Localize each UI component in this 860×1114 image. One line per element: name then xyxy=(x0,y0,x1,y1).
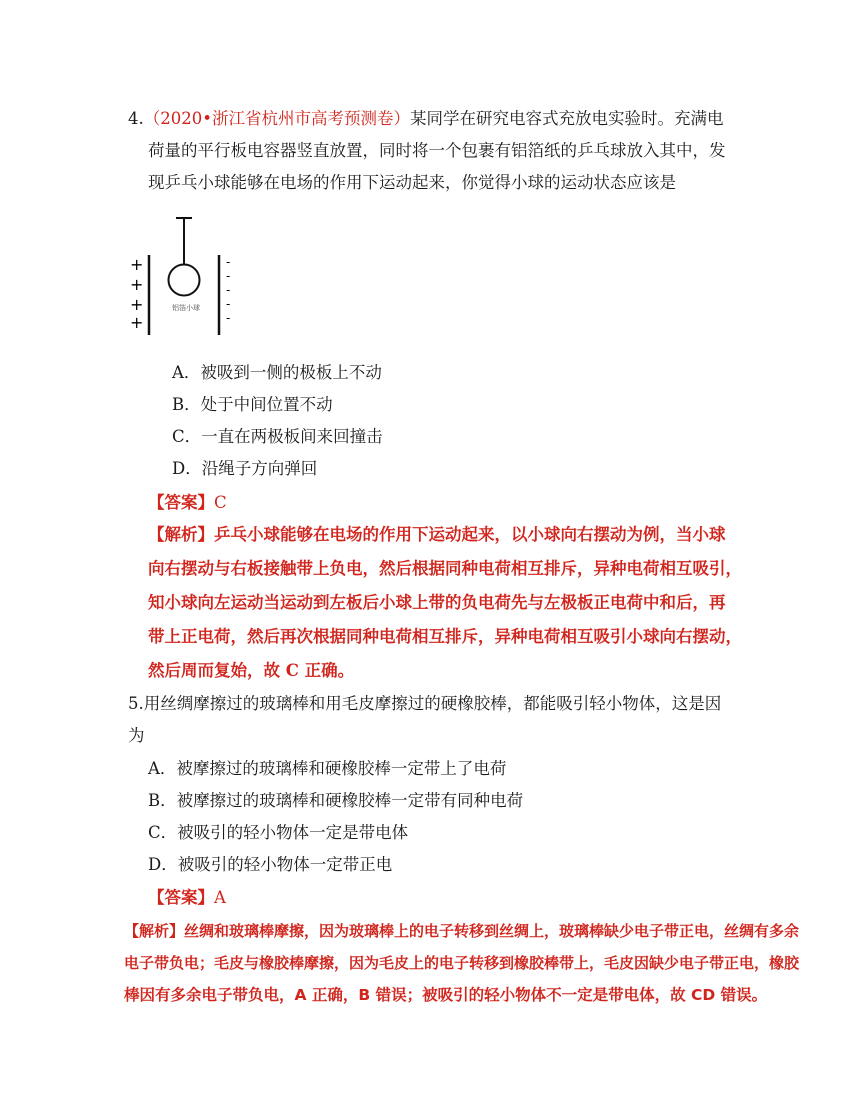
question-5-stem-1: 用丝绸摩擦过的玻璃棒和用毛皮摩擦过的硬橡胶棒，都能吸引轻小物体，这是因 xyxy=(143,694,722,713)
question-4-option-c: C．一直在两极板间来回撞击 xyxy=(172,427,383,446)
question-4-analysis-text-1: 乒乓小球能够在电场的作用下运动起来，以小球向右摆动为例，当小球 xyxy=(214,525,726,544)
question-5-answer-tag: 【答案】 xyxy=(148,888,214,907)
question-4-number: 4. xyxy=(128,109,144,128)
question-5-answer xyxy=(148,887,226,909)
question-5-number: 5. xyxy=(128,694,144,713)
question-4-option-a: A．被吸到一侧的极板上不动 xyxy=(172,363,382,382)
question-4-option-d: D．沿绳子方向弹回 xyxy=(172,459,318,478)
question-5-answer-value: A xyxy=(214,888,226,907)
question-4-analysis-5: 然后周而复始，故 C 正确。 xyxy=(148,661,355,680)
question-4-analysis-4: 带上正电荷，然后再次根据同种电荷相互排斥，异种电荷相互吸引小球向右摆动， xyxy=(148,627,742,646)
foil-ball-label: 铝箔小球 xyxy=(172,304,200,312)
question-5-line-1 xyxy=(128,693,721,715)
question-5-analysis-3: 棒因有多余电子带负电，A 正确，B 错误；被吸引的轻小物体不一定是带电体，故 CD 错误。 xyxy=(124,986,768,1004)
question-5-analysis-tag: 【解析】 xyxy=(124,922,185,940)
question-5-option-b: B．被摩擦过的玻璃棒和硬橡胶棒一定带有同种电荷 xyxy=(148,791,524,810)
question-4-answer-value: C xyxy=(214,493,227,512)
question-5-stem-2: 为 xyxy=(128,726,145,745)
capacitor-diagram-svg xyxy=(120,210,260,345)
minus-sign-5: - xyxy=(226,311,231,325)
minus-sign-2: - xyxy=(226,269,231,283)
question-5-option-d: D．被吸引的轻小物体一定带正电 xyxy=(148,855,393,874)
question-4-stem-1: 某同学在研究电容式充放电实验时。充满电 xyxy=(409,109,724,128)
question-5-analysis-2: 电子带负电；毛皮与橡胶棒摩擦，因为毛皮上的电子转移到橡胶棒带上，毛皮因缺少电子带正电，橡胶 xyxy=(124,954,800,972)
question-4-answer-tag: 【答案】 xyxy=(148,493,214,512)
question-4-source: （2020•浙江省杭州市高考预测卷） xyxy=(143,109,410,128)
plus-sign-4: + xyxy=(130,313,144,332)
minus-sign-1: - xyxy=(226,255,231,269)
question-4-analysis-2: 向右摆动与右板接触带上负电，然后根据同种电荷相互排斥，异种电荷相互吸引， xyxy=(148,559,742,578)
question-5-option-c: C．被吸引的轻小物体一定是带电体 xyxy=(148,823,409,842)
question-4-answer xyxy=(148,492,227,514)
foil-ball xyxy=(169,265,200,296)
question-4-analysis-tag: 【解析】 xyxy=(148,525,214,544)
capacitor-diagram xyxy=(120,210,260,345)
minus-sign-4: - xyxy=(226,297,231,311)
question-4-option-b: B．处于中间位置不动 xyxy=(172,395,333,414)
minus-sign-3: - xyxy=(226,283,231,297)
question-5-analysis-1 xyxy=(124,920,799,942)
plus-sign-3: + xyxy=(130,295,144,314)
plus-sign-1: + xyxy=(130,255,144,274)
question-5-option-a: A．被摩擦过的玻璃棒和硬橡胶棒一定带上了电荷 xyxy=(148,759,507,778)
question-4-analysis-3: 知小球向左运动当运动到左板后小球上带的负电荷先与左极板正电荷中和后，再 xyxy=(148,593,726,612)
plus-sign-2: + xyxy=(130,275,144,294)
question-4-stem-2: 荷量的平行板电容器竖直放置，同时将一个包裹有铝箔纸的乒乓球放入其中，发 xyxy=(148,141,726,160)
question-4-analysis-1 xyxy=(148,524,726,546)
question-4-stem-3: 现乒乓小球能够在电场的作用下运动起来，你觉得小球的运动状态应该是 xyxy=(148,173,676,192)
question-4-line-1 xyxy=(128,108,723,130)
question-5-analysis-text-1: 丝绸和玻璃棒摩擦，因为玻璃棒上的电子转移到丝绸上，玻璃棒缺少电子带正电，丝绸有多余 xyxy=(184,922,800,940)
